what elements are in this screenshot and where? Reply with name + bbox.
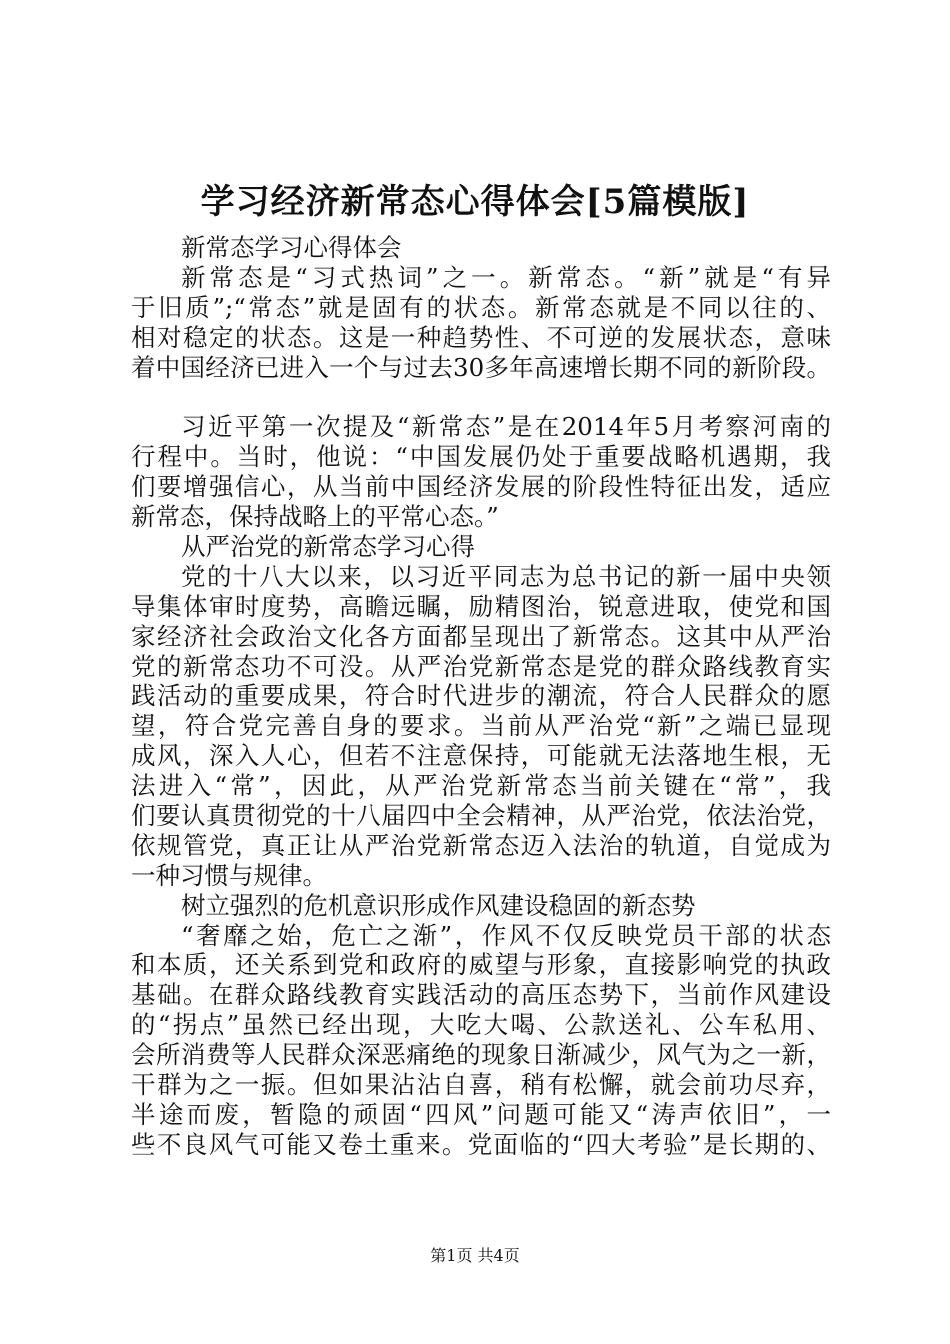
paragraph-line: 和本质，还关系到党和政府的威望与形象，直接影响党的执政 (131, 950, 831, 980)
document-title: 学习经济新常态心得体会[5篇模版] (200, 182, 750, 222)
paragraph-line: 新常态，保持战略上的平常心态。” (131, 502, 499, 532)
paragraph-line: 们要认真贯彻党的十八届四中全会精神，从严治党，依法治党， (131, 801, 831, 831)
paragraph-line: 成风，深入人心，但若不注意保持，可能就无法落地生根，无 (131, 741, 831, 771)
paragraph-line: 望，符合党完善自身的要求。当前从严治党“新”之端已显现 (131, 711, 831, 741)
paragraph-line: 新常态是“习式热词”之一。新常态。“新”就是“有异 (181, 262, 831, 292)
paragraph-line: 依规管党，真正让从严治党新常态迈入法治的轨道，自觉成为 (131, 830, 831, 860)
paragraph-line: 习近平第一次提及“新常态”是在2014年5月考察河南的 (181, 412, 831, 442)
document-body (131, 233, 831, 1160)
paragraph-line: 家经济社会政治文化各方面都呈现出了新常态。这其中从严治 (131, 621, 831, 651)
paragraph-line: 半途而废，暂隐的顽固“四风”问题可能又“涛声依旧”，一 (131, 1099, 831, 1129)
paragraph-line: 的“拐点”虽然已经出现，大吃大喝、公款送礼、公车私用、 (131, 1010, 831, 1040)
page-footer: 第1页 共4页 (430, 1246, 520, 1265)
heading-line: 树立强烈的危机意识形成作风建设稳固的新态势 (181, 890, 696, 920)
paragraph-line: 于旧质”;“常态”就是固有的状态。新常态就是不同以往的、 (131, 292, 831, 322)
paragraph-line: 党的新常态功不可没。从严治党新常态是党的群众路线教育实 (131, 651, 831, 681)
paragraph-line: 们要增强信心，从当前中国经济发展的阶段性特征出发，适应 (131, 472, 831, 502)
paragraph-line: 基础。在群众路线教育实践活动的高压态势下，当前作风建设 (131, 980, 831, 1010)
paragraph-line: “奢靡之始，危亡之渐”，作风不仅反映党员干部的状态 (181, 920, 831, 950)
paragraph-line: 些不良风气可能又卷土重来。党面临的“四大考验”是长期的、 (131, 1129, 831, 1159)
paragraph-line: 行程中。当时，他说：“中国发展仍处于重要战略机遇期，我 (131, 442, 831, 472)
paragraph-line: 践活动的重要成果，符合时代进步的潮流，符合人民群众的愿 (131, 681, 831, 711)
heading-line: 从严治党的新常态学习心得 (181, 532, 475, 562)
paragraph-line: 党的十八大以来，以习近平同志为总书记的新一届中央领 (181, 561, 831, 591)
paragraph-line: 着中国经济已进入一个与过去30多年高速增长期不同的新阶段。 (131, 352, 831, 382)
paragraph-line: 相对稳定的状态。这是一种趋势性、不可逆的发展状态，意味 (131, 322, 831, 352)
paragraph-line: 会所消费等人民群众深恶痛绝的现象日渐减少，风气为之一新， (131, 1040, 831, 1070)
paragraph-line: 导集体审时度势，高瞻远瞩，励精图治，锐意进取，使党和国 (131, 591, 831, 621)
heading-line: 新常态学习心得体会 (181, 233, 402, 262)
paragraph-line: 法进入“常”，因此，从严治党新常态当前关键在“常”，我 (131, 771, 831, 801)
paragraph-line: 干群为之一振。但如果沾沾自喜，稍有松懈，就会前功尽弃， (131, 1070, 831, 1100)
paragraph-line: 一种习惯与规律。 (131, 860, 327, 890)
